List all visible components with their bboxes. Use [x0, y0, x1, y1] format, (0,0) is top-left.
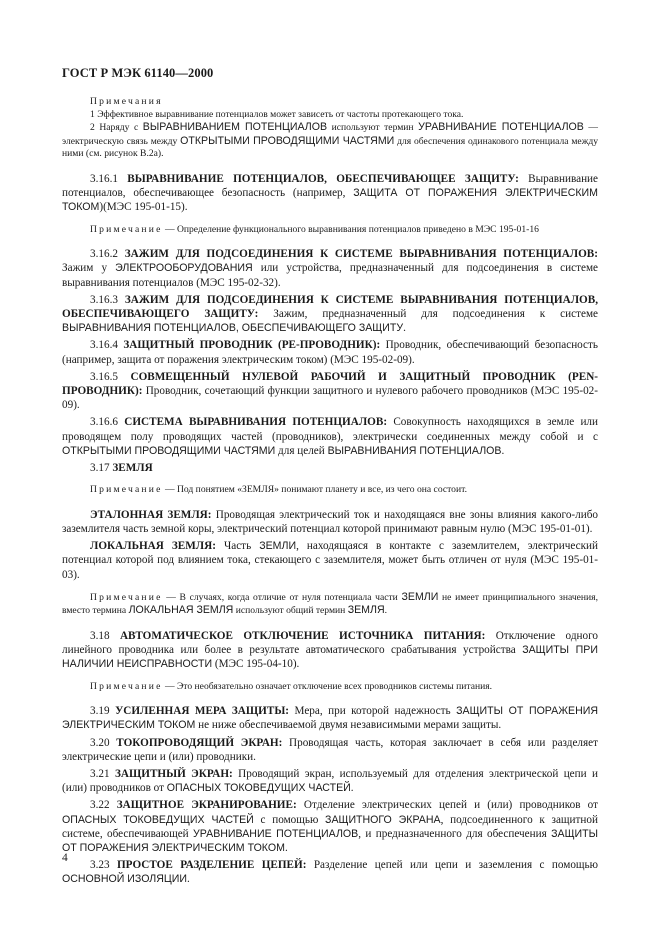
definition-3-16-3: 3.16.3 ЗАЖИМ ДЛЯ ПОДСОЕДИНЕНИЯ К СИСТЕМЕ ВЫРАВНИВАНИЯ ПОТЕНЦИАЛОВ, ОБЕСПЕЧИВАЮЩЕГО ЗАЩИТУ: Зажим, предназначенный для подсоединения к системе ВЫРАВНИВАНИЯ ПОТЕНЦИАЛОВ, ОБЕСПЕЧИВАЮЩЕГО ЗАЩИТУ. — [62, 293, 599, 335]
definition-3-16-6: 3.16.6 СИСТЕМА ВЫРАВНИВАНИЯ ПОТЕНЦИАЛОВ: Совокупность находящихся в земле или проводящем полу проводящих частей (проводников), электрически соединенных между собой и с ОТКРЫТЫМИ ПРОВОДЯЩИМИ ЧАСТЯМИ для целей ВЫРАВНИВАНИЯ ПОТЕНЦИАЛОВ. — [62, 416, 598, 457]
note-1: 1 Эффективное выравнивание потенциалов может зависеть от частоты протекающего тока. — [90, 108, 464, 120]
definition-local-earth: ЛОКАЛЬНАЯ ЗЕМЛЯ: Часть ЗЕМЛИ, находящаяся в контакте с заземлителем, электрический потенциал которой под влиянием тока, стекающего с заземлителя, может быть отличен от нуля (МЭС 195-01-03). — [62, 540, 598, 581]
note-3-18: Примечание — Это необязательно означает отключение всех проводников системы питания. — [90, 680, 493, 692]
note-local-earth: Примечание — В случаях, когда отличие от нуля потенциала части ЗЕМЛИ не имеет принципиального значения, вместо термина ЛОКАЛЬНАЯ ЗЕМЛЯ используют общий термин ЗЕМЛЯ. — [62, 590, 598, 617]
definition-3-19: 3.19 УСИЛЕННАЯ МЕРА ЗАЩИТЫ: Мера, при которой надежность ЗАЩИТЫ ОТ ПОРАЖЕНИЯ ЭЛЕКТРИЧЕСКИМ ТОКОМ не ниже обеспечиваемой двумя независимыми мерами защиты. — [62, 705, 598, 732]
document-body — [62, 96, 598, 890]
note-2: 2 Наряду с ВЫРАВНИВАНИЕМ ПОТЕНЦИАЛОВ используют термин УРАВНИВАНИЕ ПОТЕНЦИАЛОВ — электрическую связь между ОТКРЫТЫМИ ПРОВОДЯЩИМИ ЧАСТЯМИ для обеспечения одинакового потенциала между ними (см. рисунок В.2а). — [62, 121, 598, 160]
definition-3-17: 3.17 ЗЕМЛЯ — [90, 462, 153, 475]
definition-3-16-5: 3.16.5 СОВМЕЩЕННЫЙ НУЛЕВОЙ РАБОЧИЙ И ЗАЩИТНЫЙ ПРОВОДНИК (PEN-ПРОВОДНИК): Проводник, сочетающий функции защитного и нулевого рабочего проводников (МЭС 195-02-09). — [62, 370, 599, 412]
definition-3-16-2: 3.16.2 ЗАЖИМ ДЛЯ ПОДСОЕДИНЕНИЯ К СИСТЕМЕ ВЫРАВНИВАНИЯ ПОТЕНЦИАЛОВ: Зажим у ЭЛЕКТРООБОРУДОВАНИЯ или устройства, предназначенный для подсоединения в системе выравнивания потенциалов (МЭС 195-02-32). — [62, 248, 599, 289]
definition-3-18: 3.18 АВТОМАТИЧЕСКОЕ ОТКЛЮЧЕНИЕ ИСТОЧНИКА ПИТАНИЯ: Отключение одного линейного проводника или более в результате автоматического срабатывания устройства ЗАЩИТЫ ПРИ НАЛИЧИИ НЕИСПРАВНОСТИ (МЭС 195-04-10). — [62, 630, 599, 671]
definition-3-23: 3.23 ПРОСТОЕ РАЗДЕЛЕНИЕ ЦЕПЕЙ: Разделение цепей или цепи и заземления с помощью ОСНОВНОЙ ИЗОЛЯЦИИ. — [62, 859, 598, 886]
definition-etalon-earth: ЭТАЛОННАЯ ЗЕМЛЯ: Проводящая электрический ток и находящаяся вне зоны влияния какого-либо заземлителя часть земной коры, электрический потенциал которой принимают равным нулю (МЭС 195-01-01). — [62, 508, 598, 536]
note-3-17: Примечание — Под понятием «ЗЕМЛЯ» понимают планету и все, из чего она состоит. — [90, 484, 467, 496]
page-number: 4 — [62, 852, 68, 864]
definition-3-16-4: 3.16.4 ЗАЩИТНЫЙ ПРОВОДНИК (PE-ПРОВОДНИК): Проводник, обеспечивающий безопасность (например, защита от поражения электрическим током) (МЭС 195-02-09). — [62, 339, 599, 366]
note-3-16-1: Примечание — Определение функционального выравнивания потенциалов приведено в МЭС 195-01-16 — [90, 223, 539, 235]
document-header: ГОСТ Р МЭК 61140—2000 — [62, 66, 214, 80]
definition-3-22: 3.22 ЗАЩИТНОЕ ЭКРАНИРОВАНИЕ: Отделение электрических цепей и (или) проводников от ОПАСНЫХ ТОКОВЕДУЩИХ ЧАСТЕЙ с помощью ЗАЩИТНОГО ЭКРАНА, подсоединенного к защитной системе, обеспечивающей УРАВНИВАНИЕ ПОТЕНЦИАЛОВ, и предназначенного для обеспечения ЗАЩИТЫ ОТ ПОРАЖЕНИЯ ЭЛЕКТРИЧЕСКИМ ТОКОМ. — [62, 799, 599, 855]
definition-3-20: 3.20 ТОКОПРОВОДЯЩИЙ ЭКРАН: Проводящая часть, которая заключает в себя или разделяет электрические цепи и (или) проводники. — [62, 736, 599, 763]
definition-3-16-1: 3.16.1 ВЫРАВНИВАНИЕ ПОТЕНЦИАЛОВ, ОБЕСПЕЧИВАЮЩЕЕ ЗАЩИТУ: Выравнивание потенциалов, обеспечивающее безопасность (например, ЗАЩИТА ОТ ПОРАЖЕНИЯ ЭЛЕКТРИЧЕСКИМ ТОКОМ)(МЭС 195-01-15). — [62, 172, 599, 214]
definition-3-21: 3.21 ЗАЩИТНЫЙ ЭКРАН: Проводящий экран, используемый для отделения электрической цепи и (или) проводников от ОПАСНЫХ ТОКОВЕДУЩИХ ЧАСТЕЙ. — [62, 768, 598, 795]
notes-title: Примечания — [90, 96, 163, 107]
